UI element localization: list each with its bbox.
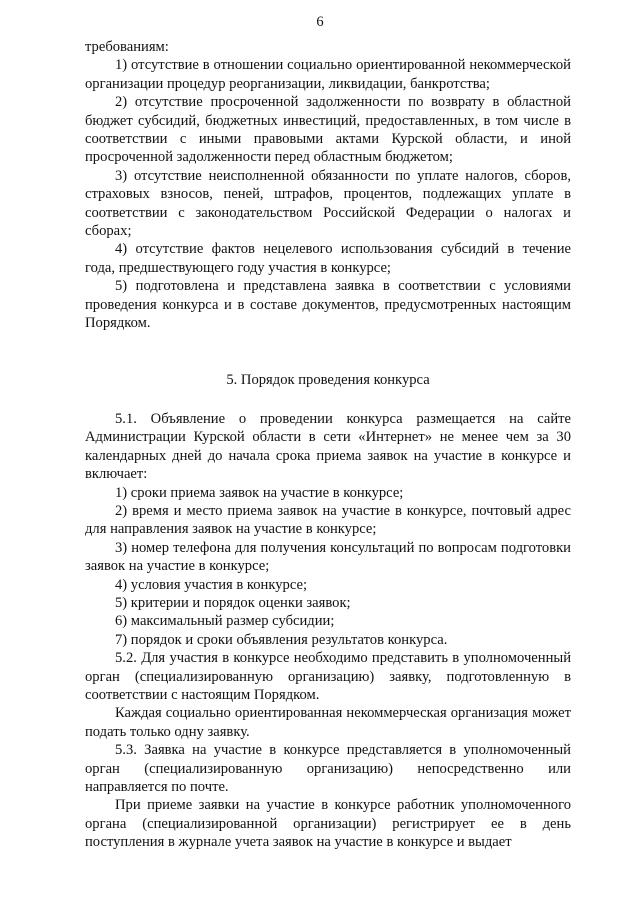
paragraph-5-3-registration: При приеме заявки на участие в конкурсе работник уполномоченного органа (специализированной организации) регистрирует ее в день поступления в журнале учета заявок на участие в конкурсе и выдает (85, 797, 571, 851)
paragraph-5-2: 5.2. Для участия в конкурсе необходимо представить в уполномоченный орган (специализированную организацию) заявку, подготовленную в соответствии с настоящим Порядком. (85, 650, 571, 703)
paragraph-5-1-item-1: 1) сроки приема заявок на участие в конкурсе; (115, 484, 404, 501)
paragraph-requirement-3: 3) отсутствие неисполненной обязанности по уплате налогов, сборов, страховых взносов, пеней, штрафов, процентов, подлежащих уплате в соответствии с законодательством Российской Федерации о налогах и сборах; (85, 167, 571, 240)
paragraph-5-1: 5.1. Объявление о проведении конкурса размещается на сайте Администрации Курской области в сети «Интернет» не менее чем за 30 календарных дней до начала срока приема заявок на участие в конкурсе и включает: (85, 410, 571, 483)
paragraph-requirement-5: 5) подготовлена и представлена заявка в соответствии с условиями проведения конкурса и в составе документов, предусмотренных настоящим Порядком. (85, 278, 571, 332)
document-body (85, 38, 571, 852)
paragraph-5-1-item-7: 7) порядок и сроки объявления результатов конкурса. (115, 631, 448, 648)
paragraph-5-1-item-2: 2) время и место приема заявок на участие в конкурсе, почтовый адрес для направления заявок на участие в конкурсе; (85, 502, 571, 538)
paragraph-requirements-lead: требованиям: (85, 39, 169, 55)
paragraph-5-1-item-4: 4) условия участия в конкурсе; (115, 576, 308, 593)
paragraph-5-1-item-3: 3) номер телефона для получения консультаций по вопросам подготовки заявок на участие в конкурсе; (85, 539, 571, 575)
paragraph-5-3: 5.3. Заявка на участие в конкурсе представляется в уполномоченный орган (специализированную организацию) непосредственно или направляется по почте. (85, 742, 571, 796)
paragraph-5-1-item-5: 5) критерии и порядок оценки заявок; (115, 594, 351, 611)
section-spacer (85, 333, 571, 371)
page-number: 6 (316, 14, 324, 30)
paragraph-5-2-note: Каждая социально ориентированная некоммерческая организация может подать только одну заявку. (85, 705, 571, 740)
paragraph-5-1-item-6: 6) максимальный размер субсидии; (115, 613, 335, 630)
paragraph-requirement-2: 2) отсутствие просроченной задолженности по возврату в областной бюджет субсидий, бюджетных инвестиций, предоставленных, в том числе в соответствии с иными правовыми актами Курской области, и иной просроченной задолженности перед областным бюджетом; (85, 94, 571, 166)
section-heading: 5. Порядок проведения конкурса (226, 371, 430, 388)
paragraph-requirement-1: 1) отсутствие в отношении социально ориентированной некоммерческой организации процедур реорганизации, ликвидации, банкротства; (85, 57, 571, 92)
paragraph-requirement-4: 4) отсутствие фактов нецелевого использования субсидий в течение года, предшествующего году участия в конкурсе; (85, 241, 571, 276)
heading-spacer (85, 389, 571, 410)
